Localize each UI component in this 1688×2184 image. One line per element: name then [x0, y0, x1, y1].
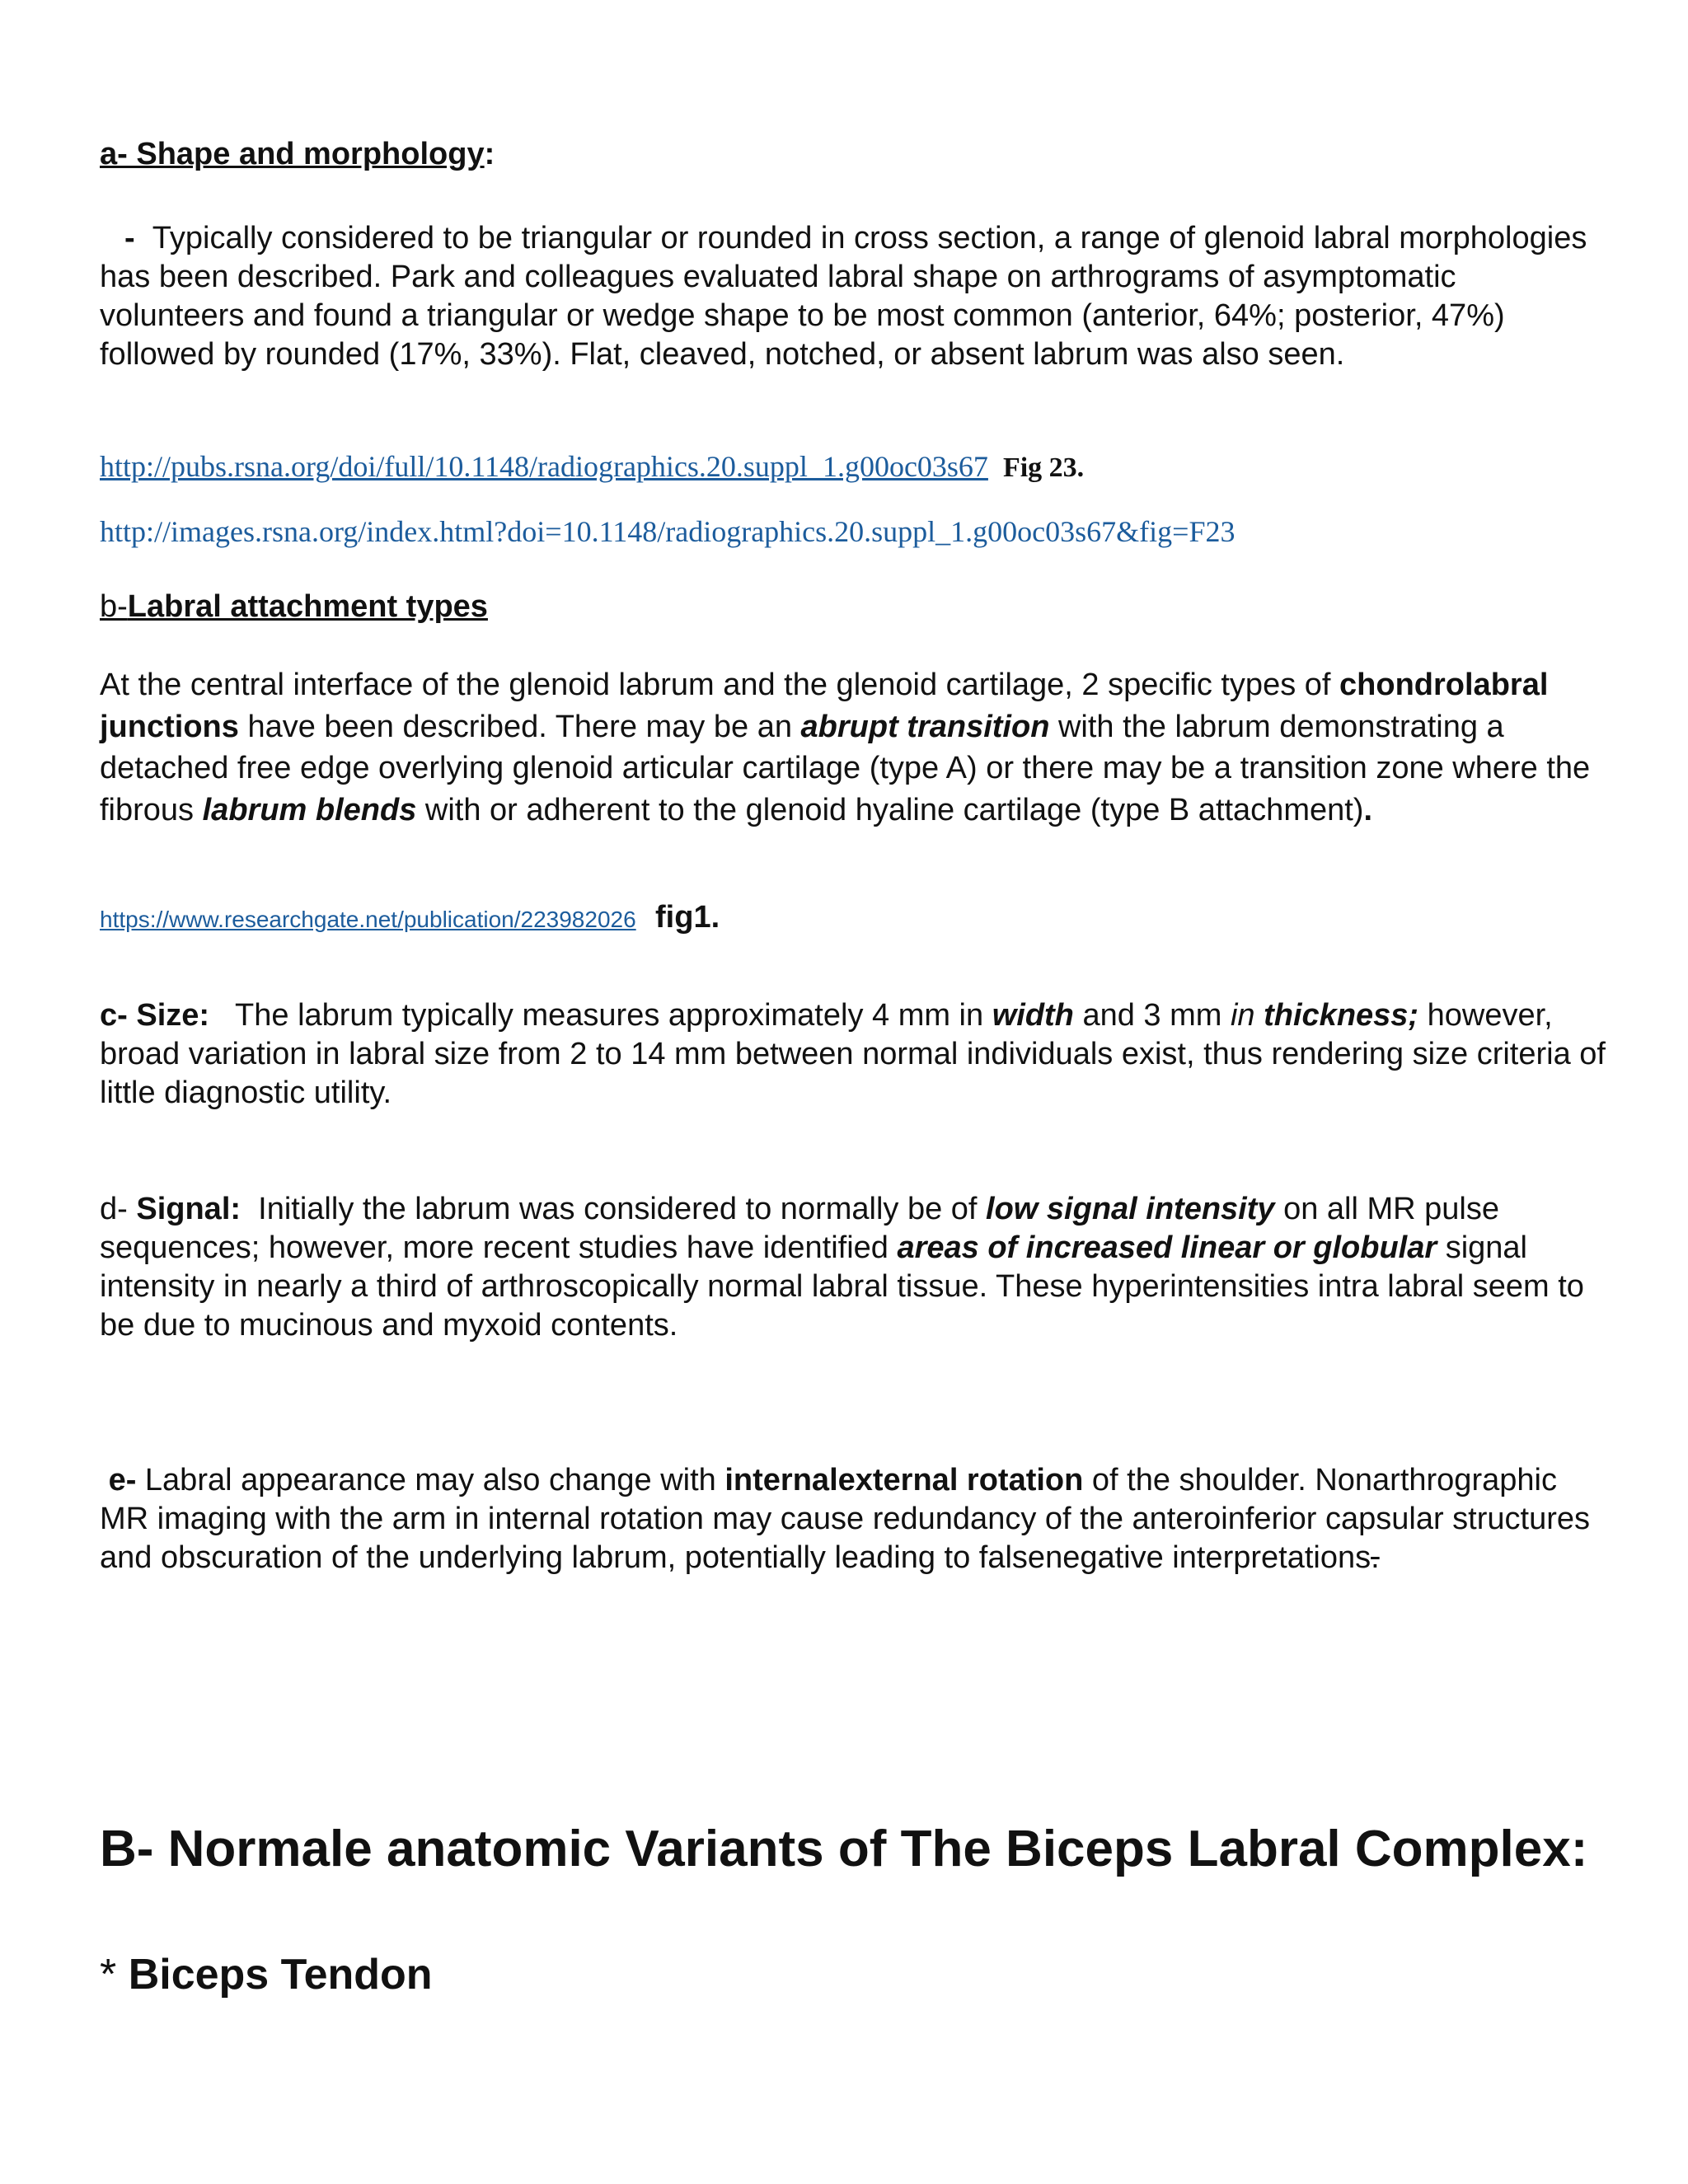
section-b-text-4: with or adherent to the glenoid hyaline cartilage (type B attachment) — [416, 792, 1364, 827]
section-e-text-2: of the shoulder. Nonarthrographic MR imaging with the arm in internal rotation may cause redundancy of the anteroinferior capsular structures and obscuration of the underlying labrum, potentially leading to falsenegative interpretations — [100, 1463, 1590, 1575]
heading-biceps-tendon — [100, 1948, 1608, 2001]
rsna-full-link[interactable]: http://pubs.rsna.org/doi/full/10.1148/radiographics.20.suppl_1.g00oc03s67 — [100, 450, 988, 483]
rsna-images-row — [100, 513, 1608, 550]
section-b-paragraph — [100, 664, 1608, 831]
section-c-text-3: however, broad variation in labral size from 2 to 14 mm between normal individuals exist, thus rendering size criteria of little diagnostic utility. — [100, 998, 1606, 1110]
section-c-thickness: thickness; — [1264, 998, 1419, 1033]
section-c-text-2: and 3 mm — [1073, 998, 1231, 1033]
section-c-title: c- Size: — [100, 998, 210, 1033]
section-b-text-3: with the labrum demonstrating a detached free edge overlying glenoid articular cartilage (type A) or there may be a transition zone where the fibrous — [100, 709, 1591, 827]
section-c-space — [1255, 998, 1264, 1033]
section-d-prefix: d- — [100, 1192, 137, 1226]
researchgate-link[interactable]: https://www.researchgate.net/publication/223982026 — [100, 907, 636, 932]
section-a-colon: : — [484, 137, 495, 171]
section-d-text-3: signal intensity in nearly a third of arthroscopically normal labral tissue. These hyperintensities intra labral seem to be due to mucinous and myxoid contents. — [100, 1230, 1584, 1343]
section-e-paragraph — [100, 1461, 1608, 1577]
section-e-text-1: Labral appearance may also change with — [136, 1463, 725, 1497]
section-b-abrupt-transition: abrupt transition — [800, 709, 1050, 744]
section-d-text-2: on all MR pulse sequences; however, more recent studies have identified — [100, 1192, 1499, 1265]
section-b-title: Labral attachment types — [127, 589, 488, 624]
heading-biceps-star: * — [100, 1951, 117, 1999]
section-b-period: . — [1363, 792, 1373, 827]
section-c-paragraph — [100, 996, 1608, 1113]
section-d-low-signal: low signal intensity — [986, 1192, 1275, 1226]
section-e-rotation: internalexternal rotation — [724, 1463, 1084, 1497]
bullet-dash: - — [124, 221, 135, 255]
section-b-heading — [100, 588, 1608, 626]
section-e-struck-period: . — [1371, 1540, 1380, 1575]
section-c-text-1: The labrum typically measures approximately 4 mm in — [209, 998, 992, 1033]
section-b-text-1: At the central interface of the glenoid labrum and the glenoid cartilage, 2 specific types of — [100, 668, 1340, 702]
section-a-line2: has been described. Park and colleagues evaluated labral shape on arthrograms of asymptomatic volunteers and found a triangular or wedge shape to be most common (anterior, 64%; posterior, 47%) followed by rounded (17%, 33%). Flat, cleaved, notched, or absent labrum was also seen. — [100, 260, 1505, 372]
section-d-text-1: Initially the labrum was considered to normally be of — [241, 1192, 987, 1226]
section-b-text-2: have been described. There may be an — [238, 709, 801, 744]
researchgate-link-row — [100, 899, 1608, 938]
researchgate-fig-label: fig1. — [655, 900, 720, 935]
section-e-title: e- — [108, 1463, 137, 1497]
rsna-fig-label: Fig 23. — [1002, 452, 1085, 483]
section-b-prefix: b- — [100, 589, 128, 624]
rsna-link-row — [100, 448, 1608, 486]
section-d-title: Signal: — [136, 1192, 241, 1226]
section-a-heading — [100, 135, 1608, 174]
section-a-paragraph — [100, 219, 1608, 374]
section-b-bold-chondrolabral: chondrolabral junctions — [100, 668, 1549, 744]
section-b-labrum-blends: labrum blends — [202, 792, 417, 827]
section-a-line1: Typically considered to be triangular or rounded in cross section, a range of glenoid labral morphologies — [152, 221, 1587, 255]
section-d-areas-increased: areas of increased linear or globular — [897, 1230, 1437, 1265]
section-c-width: width — [992, 998, 1074, 1033]
heading-biceps-label: Biceps Tendon — [116, 1951, 433, 1999]
rsna-images-link[interactable]: http://images.rsna.org/index.html?doi=10.1148/radiographics.20.suppl_1.g00oc03s67&fig=F23 — [100, 515, 1236, 548]
section-a-title: a- Shape and morphology — [100, 137, 485, 171]
section-c-in: in — [1230, 998, 1255, 1033]
section-d-paragraph — [100, 1190, 1608, 1345]
heading-normal-anatomic-variants: B- Normale anatomic Variants of The Biceps Labral Complex: — [100, 1821, 1588, 1877]
